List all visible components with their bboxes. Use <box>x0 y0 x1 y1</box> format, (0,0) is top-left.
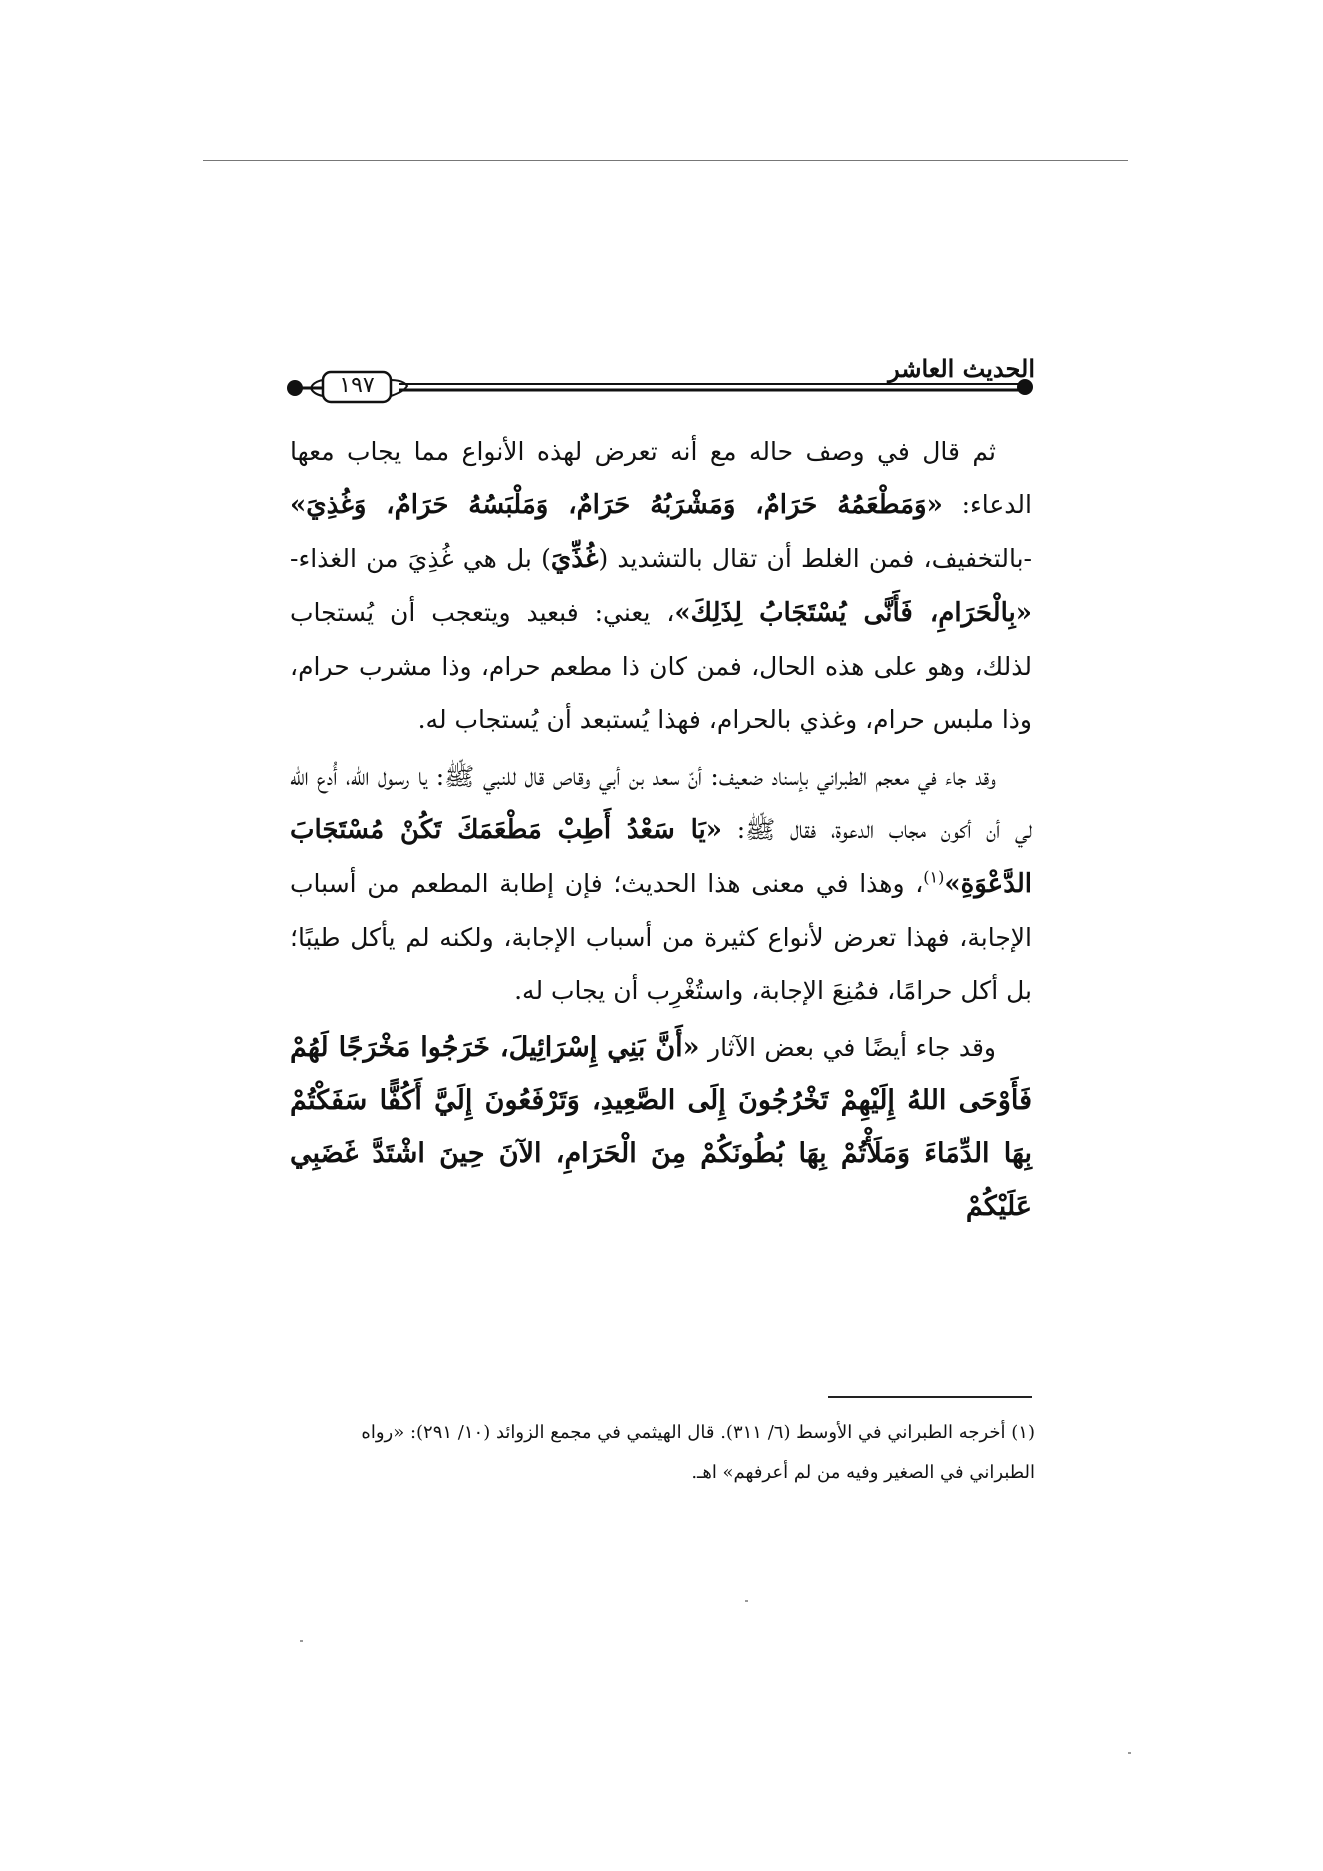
scan-speck <box>1128 1752 1131 1754</box>
top-page-rule <box>203 160 1128 161</box>
hadith-quote-3: «بِالْحَرَامِ، فَأَنَّى يُسْتَجَابُ لِذَلِكَ» <box>674 598 1032 628</box>
footnote-separator <box>828 1396 1032 1398</box>
body-text <box>290 425 1032 1237</box>
paragraph-2-text-b: ، وهذا في معنى هذا الحديث؛ فإن إطابة المطعم من أسباب الإجابة، فهذا تعرض لأنواع كثيرة من أسباب الإجابة، ولكنه لم يأكل طيبًا؛ بل أكل حرامًا، فمُنِعَ الإجابة، واستُغْرِب أن يجاب له. <box>290 869 1032 1005</box>
paragraph-1-text-b: -بالتخفيف، فمن الغلط أن تقال بالتشديد ( <box>598 544 1032 573</box>
paragraph-1-text-c: ) بل هي غُذِيَ من الغذاء- <box>290 544 551 573</box>
page-header <box>283 350 1035 420</box>
paragraph-1 <box>290 425 1032 746</box>
scan-speck <box>745 1600 748 1602</box>
chapter-title: الحديث العاشر <box>888 354 1035 383</box>
paragraph-1-text-a: ثم قال في وصف حاله مع أنه تعرض لهذه الأنواع مما يجاب معها الدعاء: <box>290 437 1032 519</box>
scan-speck <box>300 1640 303 1642</box>
paragraph-2 <box>290 750 1032 1017</box>
hadith-quote-4: «يَا سَعْدُ أَطِبْ مَطْعَمَكَ تَكُنْ مُسْتَجَابَ الدَّعْوَةِ» <box>290 815 1032 899</box>
footnote-marker[interactable]: (١) <box>923 867 945 887</box>
paragraph-3 <box>290 1021 1032 1233</box>
paragraph-2-text-a: وقد جاء في معجم الطبراني بإسناد ضعيف: أنّ سعد بن أبي وقاص قال للنبي ﷺ: يا رسول الله، أُدع الله لي أن أكون مجاب الدعوة، فقال ﷺ: <box>290 762 1032 844</box>
paragraph-3-text-a: وقد جاء أيضًا في بعض الآثار <box>699 1033 997 1062</box>
paragraph-1-text-d: ، يعني: فبعيد ويتعجب أن يُستجاب لذلك، وهو على هذه الحال، فمن كان ذا مطعم حرام، وذا مشرب حرام، وذا ملبس حرام، وغذي بالحرام، فهذا يُستبعد أن يُستجاب له. <box>290 598 1032 734</box>
footnote-line-1: (١) أخرجه الطبراني في الأوسط (٦/ ٣١١). قال الهيثمي في مجمع الزوائد (١٠/ ٢٩١): «رواه <box>361 1422 1035 1443</box>
page-number: ١٩٧ <box>339 373 375 398</box>
hadith-quote-5: «أَنَّ بَنِي إِسْرَائِيلَ، خَرَجُوا مَخْرَجًا لَهُمْ فَأَوْحَى اللهُ إِلَيْهِمْ تَخْرُجُونَ إِلَى الصَّعِيدِ، وَتَرْفَعُونَ إِلَيَّ أَكُفًّا سَفَكْتُمْ بِهَا الدِّمَاءَ وَمَلَأْتُمْ بِهَا بُطُونَكُمْ مِنَ الْحَرَامِ، الآنَ حِينَ اشْتَدَّ غَضَبِي عَلَيْكُمْ <box>290 1032 1032 1222</box>
hadith-quote-2: غُذِّيَ <box>550 544 599 574</box>
footnote <box>270 1413 1035 1493</box>
hadith-quote-1: «وَمَطْعَمُهُ حَرَامٌ، وَمَشْرَبُهُ حَرَامٌ، وَمَلْبَسُهُ حَرَامٌ، وَغُذِيَ» <box>290 490 943 520</box>
footnote-line-2: الطبراني في الصغير وفيه من لم أعرفهم» اهـ. <box>691 1462 1035 1483</box>
